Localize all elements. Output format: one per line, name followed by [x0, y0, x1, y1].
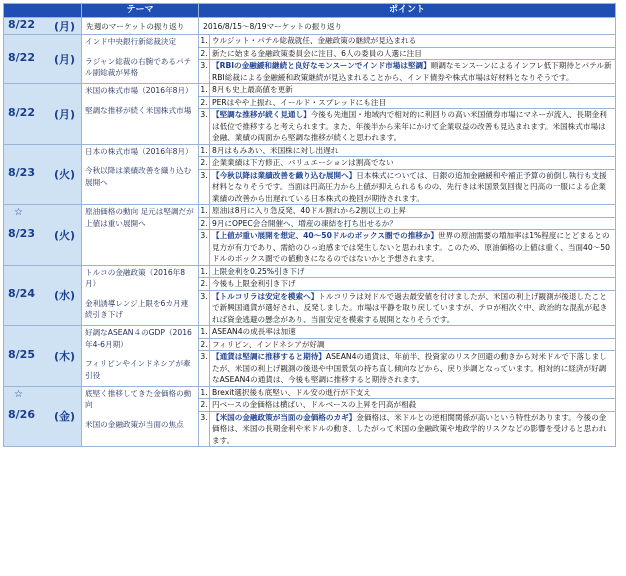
- point-item: [199, 266, 615, 279]
- point-text: [210, 291, 615, 326]
- point-body: PERはやや上振れ、イールド・スプレッドにも注目: [212, 97, 387, 107]
- point-body: トルコリラは対ドルで過去最安値を付けましたが、米国の利上げ観測が後退したことで新興国通貨が選好され、反発しました。市場は平静を取り戻していますが、テロが相次ぐ中、政治的な混乱が起きれば資金逃避の懸念があり、当面安定を模索する展開となりそうです。: [212, 291, 608, 324]
- point-body: 9月にOPEC会合開催へ、増産の凍結を打ち出せるか？: [212, 218, 397, 228]
- star-icon: ☆: [14, 207, 23, 218]
- point-body: 順調なモンスーンによるインフレ低下期待とパテル新RBI総裁による金融緩和政策継続が見込まれることから、インド債券や株式市場は好材料となりそうです。: [212, 61, 612, 82]
- point-cell: 2016/8/15～8/19マーケットの振り返り: [199, 18, 616, 35]
- point-item: [199, 97, 615, 110]
- point-text: [210, 97, 615, 109]
- theme-cell: [82, 84, 199, 145]
- theme-cell: [82, 144, 199, 205]
- point-number: 1.: [199, 205, 210, 217]
- point-item: [199, 84, 615, 97]
- theme-cell: [82, 265, 199, 326]
- points-cell: [199, 205, 616, 266]
- theme-cell: [82, 35, 199, 84]
- point-number: 1.: [199, 84, 210, 96]
- table-row: [4, 265, 616, 326]
- theme-text: 堅調な推移が続く米国株式市場: [85, 105, 192, 115]
- theme-text: インド中央銀行新総裁決定: [85, 37, 177, 46]
- point-headline: 【RBIの金融緩和継続と良好なモンスーンでインド市場は堅調】: [212, 61, 431, 70]
- point-body: フィリピン、インドネシアが好調: [212, 339, 325, 349]
- theme-text: 米国の株式市場（2016年8月）: [85, 86, 193, 95]
- point-text: [210, 278, 615, 290]
- point-item: [199, 157, 615, 170]
- point-item: [199, 60, 615, 83]
- point-body: 新たに始まる金融政策委員会に注目、6人の委員の人選に注目: [212, 48, 422, 58]
- point-item: [199, 218, 615, 231]
- point-item: [199, 278, 615, 291]
- date-cell: [4, 386, 82, 447]
- point-item: [199, 35, 615, 48]
- date-label: 8/22: [8, 18, 35, 31]
- point-text: [210, 60, 615, 83]
- point-item: [199, 399, 615, 412]
- point-body: ASEAN4の成長率は加速: [212, 327, 296, 336]
- theme-cell: [82, 326, 199, 387]
- point-number: 3.: [199, 60, 210, 83]
- theme-text: 日本の株式市場（2016年8月）: [85, 146, 193, 156]
- date-label: 8/26: [8, 408, 35, 422]
- date-cell: [4, 326, 82, 387]
- point-item: [199, 351, 615, 386]
- point-text: [210, 230, 615, 265]
- point-item: [199, 230, 615, 265]
- point-body: ASEAN4の通貨は、年前半、投資家のリスク回避の動きから対米ドルで下落しましたが、米国の利上げ観測の後退や中国景気の持ち直し傾向などから、戻り歩調となっています。相対的に経済が好調なASEAN4の通貨は、今後も堅調に推移すると期待されます。: [212, 352, 607, 384]
- point-body: 企業業績は下方修正、バリュエーションは割高でない: [212, 158, 394, 167]
- day-label: (水): [53, 289, 75, 303]
- point-number: 1.: [199, 266, 210, 278]
- point-body: Brexit選択後も底堅い、ドル安の進行が下支え: [212, 387, 371, 397]
- point-number: 3.: [199, 230, 210, 265]
- points-cell: [199, 84, 616, 145]
- header-row: [4, 4, 616, 18]
- point-number: 1.: [199, 35, 210, 47]
- point-body: ウルジット・パテル総裁就任、金融政策の継続が見込まれる: [212, 36, 417, 45]
- point-number: 2.: [199, 278, 210, 290]
- date-label: 8/22: [8, 105, 35, 119]
- point-item: [199, 48, 615, 61]
- point-body: 8月はもみあい、米国株に対し出遅れ: [212, 145, 339, 155]
- point-text: [210, 157, 615, 169]
- point-body: 金価格は、米ドルとの逆相関関係が高いという特性があります。今後の金価格は、米国の長期金利や米ドルの動き、したがって米国の金融政策や地政学的リスクなどの影響を受けると思われます。: [212, 412, 607, 445]
- points-cell: [199, 35, 616, 84]
- date-label: 8/24: [8, 287, 35, 301]
- day-label: (火): [53, 228, 75, 242]
- theme-text: 原油価格の動向 足元は堅調だが上値は重い展開へ: [85, 207, 194, 228]
- point-number: 2.: [199, 157, 210, 169]
- header-date: [4, 4, 82, 18]
- point-item: [199, 205, 615, 218]
- point-body: 日本株式については、日銀の追加金融緩和や補正予算の前倒し執行も支援材料となりそうです。当面は円高圧力から上値が抑えられるものの、先行きは米国景気回復と円高の一服による企業業績の改善から出遅れている日本株式の挽回が期待されます。: [212, 170, 607, 203]
- theme-text: 底堅く推移してきた金価格の動向: [85, 388, 192, 409]
- points-cell: [199, 144, 616, 205]
- date-cell: [4, 35, 82, 84]
- point-text: [210, 412, 615, 447]
- point-number: 2.: [199, 339, 210, 351]
- table-row: [4, 144, 616, 205]
- date-label: 8/25: [8, 347, 35, 361]
- points-cell: [199, 386, 616, 447]
- theme-text: 今秋以降は業績改善を織り込む展開へ: [85, 166, 192, 187]
- point-headline: 【通貨は堅調に推移すると期待】: [212, 352, 326, 361]
- star-icon: ☆: [14, 388, 23, 400]
- table-row: [4, 84, 616, 145]
- date-label: 8/23: [8, 226, 35, 240]
- point-body: 原油は8月に入り急反発、40ドル割れから2割以上の上昇: [212, 206, 406, 215]
- date-cell: [4, 18, 82, 35]
- point-headline: 【堅調な推移が続く見通し】: [212, 110, 311, 119]
- point-item: [199, 291, 615, 326]
- header-points: ポイント: [199, 4, 616, 18]
- theme-cell: [82, 205, 199, 266]
- point-body: 上限金利を0.25%引き下げ: [212, 266, 305, 276]
- header-theme: テーマ: [82, 4, 199, 18]
- theme-text: 好調なASEAN４のGDP（2016年4-6月期）: [85, 328, 192, 349]
- theme-cell: [82, 386, 199, 447]
- point-text: [210, 48, 615, 60]
- day-label: (月): [53, 107, 75, 121]
- point-number: 3.: [199, 109, 210, 144]
- point-text: [210, 387, 615, 399]
- theme-text: 米国の金融政策が当面の焦点: [85, 419, 184, 429]
- point-number: 3.: [199, 170, 210, 205]
- point-body: 8月も史上最高値を更新: [212, 85, 293, 94]
- point-item: [199, 170, 615, 205]
- point-body: 円ベースの金価格は横ばい、ドルベースの上昇を円高が相殺: [212, 400, 417, 409]
- point-number: 1.: [199, 387, 210, 399]
- point-body: 今後も上限金利引き下げ: [212, 279, 296, 288]
- table-row: [4, 326, 616, 387]
- theme-text: トルコの金融政策（2016年8月）: [85, 267, 186, 288]
- point-number: 2.: [199, 399, 210, 411]
- point-text: [210, 170, 615, 205]
- point-headline: 【米国の金融政策が当面の金価格のカギ】: [212, 412, 357, 422]
- point-text: [210, 84, 615, 96]
- table-row: [4, 386, 616, 447]
- table-row: [4, 205, 616, 266]
- point-item: [199, 339, 615, 352]
- table-row-weekly-review: [4, 18, 616, 35]
- point-text: [210, 205, 615, 217]
- point-headline: 【今秋以降は業績改善を織り込む展開へ】: [212, 170, 357, 180]
- date-cell: [4, 84, 82, 145]
- day-label: (火): [53, 168, 75, 182]
- table-row: [4, 35, 616, 84]
- points-cell: [199, 326, 616, 387]
- point-text: [210, 218, 615, 230]
- point-number: 2.: [199, 218, 210, 230]
- points-cell: [199, 265, 616, 326]
- schedule-table: [3, 3, 616, 447]
- date-label: 8/22: [8, 51, 35, 64]
- point-number: 1.: [199, 326, 210, 338]
- point-text: [210, 35, 615, 47]
- point-item: [199, 109, 615, 144]
- theme-text: フィリピンやインドネシアが牽引役: [85, 359, 191, 380]
- point-item: [199, 412, 615, 447]
- point-item: [199, 387, 615, 400]
- point-text: [210, 266, 615, 278]
- point-headline: 【トルコリラは安定を模索へ】: [212, 291, 319, 301]
- day-label: (金): [53, 410, 75, 424]
- point-text: [210, 399, 615, 411]
- point-number: 2.: [199, 97, 210, 109]
- point-text: [210, 109, 615, 144]
- point-text: [210, 326, 615, 338]
- day-label: (月): [53, 53, 75, 66]
- point-text: [210, 145, 615, 157]
- point-text: [210, 339, 615, 351]
- point-item: [199, 326, 615, 339]
- date-cell: [4, 265, 82, 326]
- point-number: 1.: [199, 145, 210, 157]
- theme-text: 金利誘導レンジ上限を6カ月連続引き下げ: [85, 298, 189, 319]
- date-cell: [4, 144, 82, 205]
- day-label: (木): [53, 349, 75, 363]
- point-body: 世界の原油需要の増加率は1%程度にとどまるとの見方が有力であり、需給のひっ迫感までは発生しないと思われます。このため、原油価格の上値は重く、当面40～50ドルのボックス圏での値動きになるのではないかと予想されます。: [212, 231, 610, 263]
- point-headline: 【上値が重い展開を想定、40～50ドルのボックス圏での推移か】: [212, 231, 439, 240]
- theme-cell: 先週のマーケットの振り返り: [82, 18, 199, 35]
- date-label: 8/23: [8, 166, 35, 180]
- point-body: 今後も先進国・地域内で相対的に利回りの高い米国債券市場にマネーが流入、長期金利は低位で推移すると考えられます。また、年後半から来年にかけて企業収益の改善も見込まれます。米国株式市場は金融、業績の両面から堅調な推移が続くと思われます。: [212, 110, 607, 142]
- point-item: [199, 145, 615, 158]
- point-number: 3.: [199, 412, 210, 447]
- date-cell: [4, 205, 82, 266]
- point-number: 2.: [199, 48, 210, 60]
- point-text: [210, 351, 615, 386]
- point-number: 3.: [199, 351, 210, 386]
- schedule-table-wrapper: [3, 3, 615, 447]
- day-label: (月): [53, 20, 75, 33]
- point-number: 3.: [199, 291, 210, 326]
- theme-text: ラジャン総裁の右腕であるパテル副総裁が昇格: [85, 56, 192, 77]
